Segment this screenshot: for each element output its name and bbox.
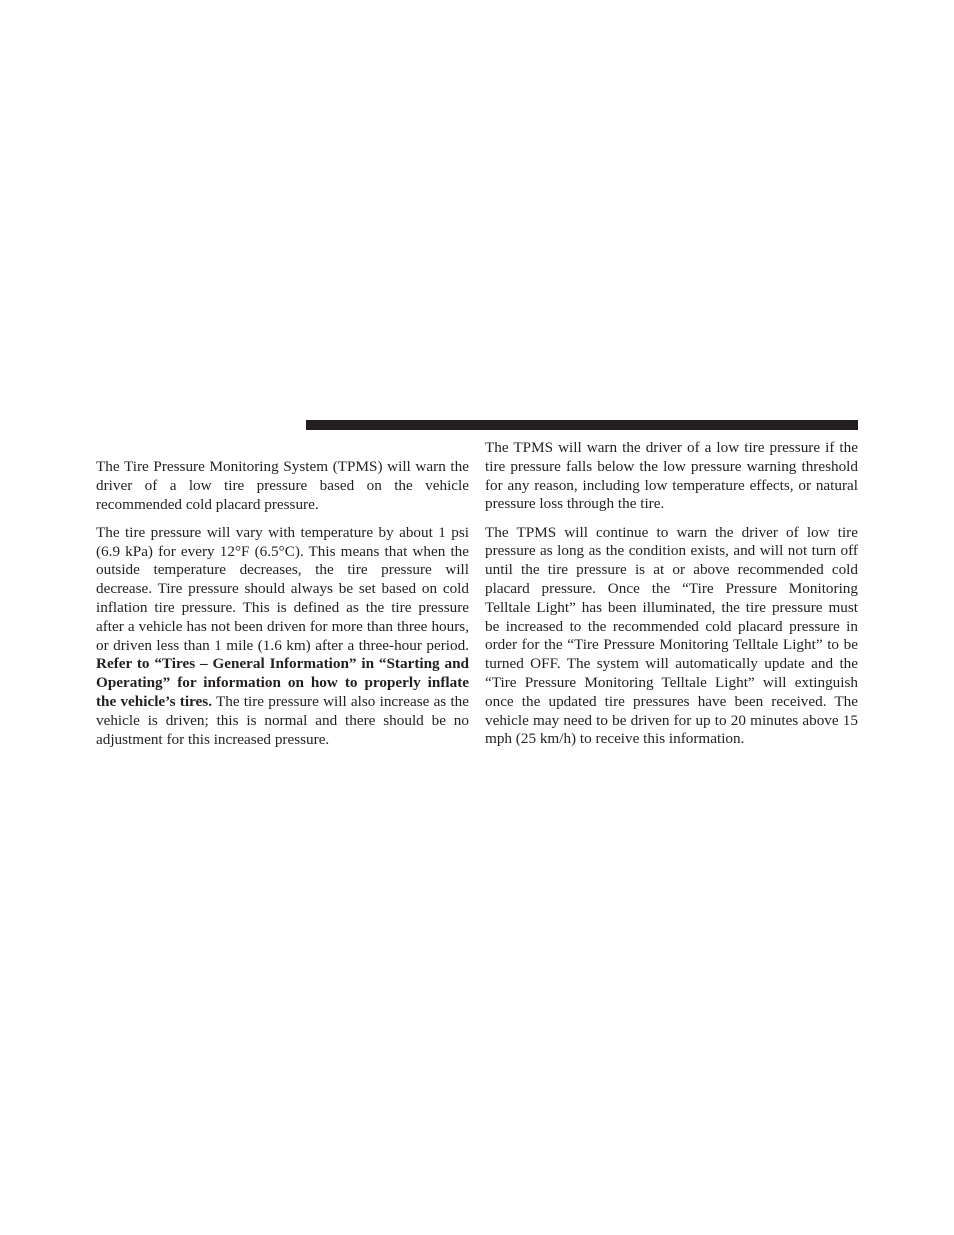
- temperature-paragraph-outro: The tire pressure will also increase as the vehicle is driven; this is normal and there should be no adjustment for this increased pressure.: [96, 693, 469, 748]
- tires-reference-note: Refer to “Tires – General Information” in “Starting and Operating” for information on how to properly inflate the vehicle’s tires.: [96, 655, 469, 711]
- section-divider-bar: [306, 420, 858, 430]
- warning-threshold-paragraph: The TPMS will warn the driver of a low tire pressure if the tire pressure falls below the low pressure warning threshold for any reason, including low temperature effects, or natural pressure loss through the tire.: [485, 439, 858, 513]
- tpms-intro-paragraph: The Tire Pressure Monitoring System (TPMS) will warn the driver of a low tire pressure based on the vehicle recommended cold placard pressure.: [96, 458, 469, 513]
- right-column: [485, 439, 858, 749]
- temperature-paragraph: [96, 524, 469, 750]
- temperature-paragraph-intro: The tire pressure will vary with temperature by about 1 psi (6.9 kPa) for every 12°F (6.5°C). This means that when the outside temperature decreases, the tire pressure will decrease. Tire pressure should always be set based on cold inflation tire pressure. This is defined as the tire pressure after a vehicle has not been driven for more than three hours, or driven less than 1 mile (1.6 km) after a three-hour period.: [96, 523, 469, 654]
- telltale-light-paragraph: The TPMS will continue to warn the driver of low tire pressure as long as the condition exists, and will not turn off until the tire pressure is at or above recommended cold placard pressure. Once the “Tire Pressure Monitoring Telltale Light” has been illuminated, the tire pressure must be increased to the recommended cold placard pressure in order for the “Tire Pressure Monitoring Telltale Light” to be turned OFF. The system will automatically update and the “Tire Pressure Monitoring Telltale Light” will extinguish once the updated tire pressures have been received. The vehicle may need to be driven for up to 20 minutes above 15 mph (25 km/h) to receive this information.: [485, 523, 858, 748]
- left-column: [96, 458, 469, 749]
